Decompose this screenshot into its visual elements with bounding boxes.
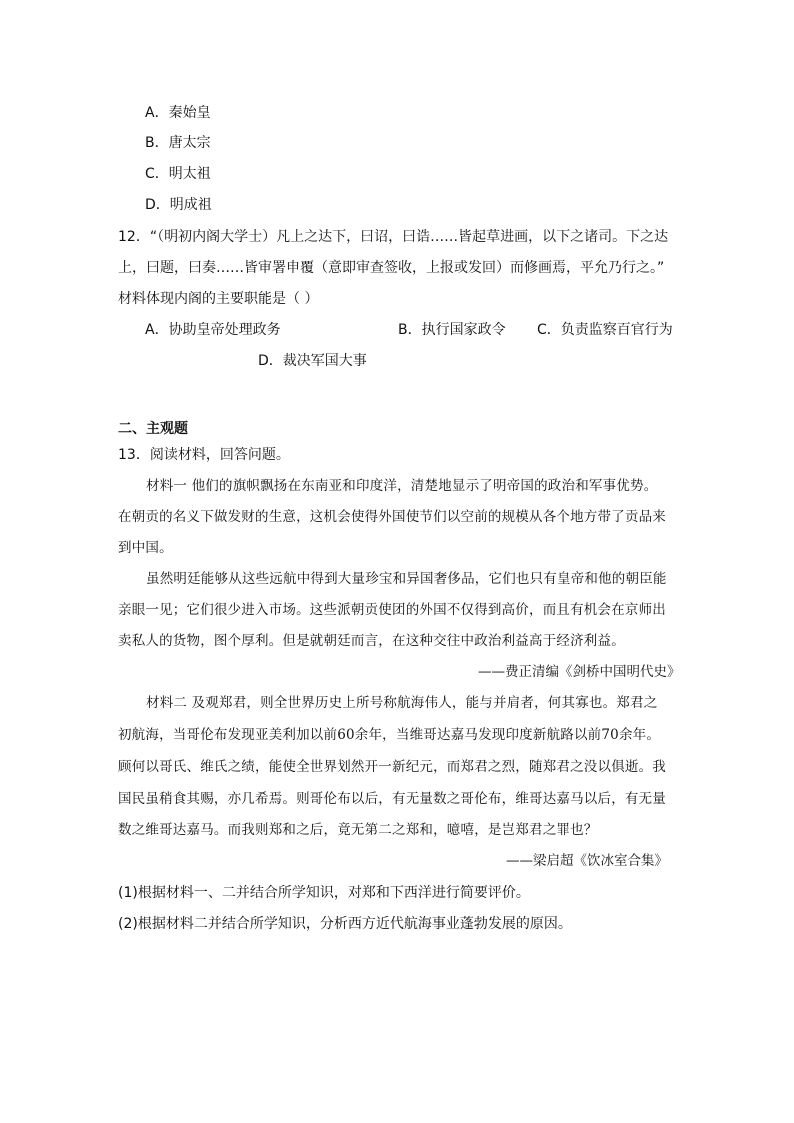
material2-line-4: 国民虽稍食其赐，亦几希焉。则哥伦布以后，有无量数之哥伦布，维哥达嘉马以后，有无量	[118, 791, 666, 807]
material1-line-1: 材料一 他们的旗帜飘扬在东南亚和印度洋，清楚地显示了明帝国的政治和军事优势。	[146, 478, 658, 494]
material2-line-2: 初航海，当哥伦布发现亚美利加以前60余年，当维哥达嘉马发现印度新航路以前70余年。	[118, 727, 661, 743]
q11-option-c: C．明太祖	[145, 166, 211, 182]
q12-option-d: D．裁决军国大事	[258, 353, 367, 369]
q13-stem: 13．阅读材料，回答问题。	[118, 447, 290, 463]
material2-line-3: 顾何以哥氏、维氏之绩，能使全世界划然开一新纪元，而郑君之烈，随郑君之没以俱逝。我	[118, 759, 666, 775]
q12-option-b: B．执行国家政令	[398, 322, 506, 338]
material1-line-5: 亲眼一见；它们很少进入市场。这些派朝贡使团的外国不仅得到高价，而且有机会在京师出	[118, 602, 666, 618]
sub-question-1: (1)根据材料一、二并结合所学知识，对郑和下西洋进行简要评价。	[118, 885, 530, 901]
q11-option-d: D．明成祖	[145, 197, 212, 213]
material1-source: ——费正清编《剑桥中国明代史》	[478, 664, 681, 680]
q12-option-a: A．协助皇帝处理政务	[145, 322, 281, 338]
material2-source: ——梁启超《饮冰室合集》	[506, 853, 668, 869]
material2-line-5: 数之维哥达嘉马。而我则郑和之后，竟无第二之郑和，噫嘻，是岂郑君之罪也？	[118, 822, 598, 838]
material2-line-1: 材料二 及观郑君，则全世界历史上所号称航海伟人，能与并肩者，何其寡也。郑君之	[146, 695, 658, 711]
section-heading: 二、主观题	[118, 421, 188, 437]
q11-option-b: B．唐太宗	[145, 135, 211, 151]
material1-line-6: 卖私人的货物，图个厚利。但是就朝廷而言，在这种交往中政治利益高于经济利益。	[118, 633, 625, 649]
q12-option-c: C．负责监察百官行为	[537, 322, 673, 338]
q11-option-a: A．秦始皇	[145, 105, 211, 121]
material1-line-2: 在朝贡的名义下做发财的生意，这机会使得外国使节们以空前的规模从各个地方带了贡品来	[118, 509, 666, 525]
material1-line-4: 虽然明廷能够从这些远航中得到大量珍宝和异国奢侈品，它们也只有皇帝和他的朝臣能	[146, 571, 667, 587]
q12-stem-line-3: 材料体现内阁的主要职能是（ ）	[118, 291, 319, 307]
q12-stem-line-1: 12．“（明初内阁大学士）凡上之达下，曰诏，曰诰……皆起草进画，以下之诸司。下之达	[118, 229, 669, 245]
material1-line-3: 到中国。	[118, 540, 173, 556]
q12-stem-line-2: 上，曰题，曰奏……皆审署申覆（意即审查签收，上报或发回）而修画焉，平允乃行之。”	[118, 260, 665, 276]
sub-question-2: (2)根据材料二并结合所学知识，分析西方近代航海事业蓬勃发展的原因。	[118, 916, 572, 932]
